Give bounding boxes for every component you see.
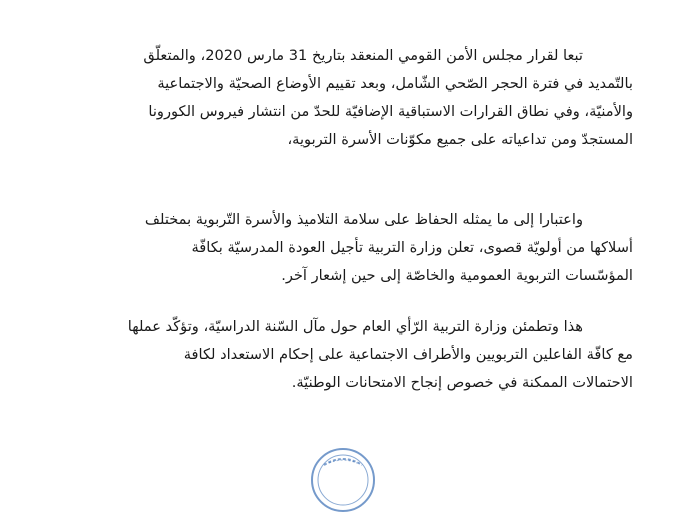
paragraph-2-line-2: أسلاكها من أولويّة قصوى، تعلن وزارة التربية تأجيل العودة المدرسيّة بكافّة	[191, 239, 633, 256]
paragraph-2	[40, 206, 633, 290]
paragraph-1-line-3: والأمنيّة، وفي نطاق القرارات الاستباقية الإضافيّة للحدّ من انتشار فيروس الكورونا	[148, 103, 633, 120]
paragraph-2-line-1: واعتبارا إلى ما يمثله الحفاظ على سلامة التلاميذ والأسرة التّربوية بمختلف	[144, 211, 583, 228]
paragraph-1-line-2: بالتّمديد في فترة الحجر الصّحي الشّامل، وبعد تقييم الأوضاع الصحيّة والاجتماعية	[157, 75, 633, 92]
paragraph-1-line-4: المستجدّ ومن تداعياته على جميع مكوّنات الأسرة التربوية،	[287, 131, 633, 148]
paragraph-3	[40, 313, 633, 397]
paragraph-2-line-3: المؤسّسات التربوية العمومية والخاصّة إلى حين إشعار آخر.	[281, 267, 633, 284]
paragraph-1	[40, 42, 633, 154]
paragraph-3-line-1: هذا وتطمئن وزارة التربية الرّأي العام حول مآل السّنة الدراسيّة، وتؤكّد عملها	[127, 318, 583, 335]
official-stamp-icon	[310, 447, 376, 513]
paragraph-3-line-3: الاحتمالات الممكنة في خصوص إنجاح الامتحانات الوطنيّة.	[291, 374, 633, 391]
paragraph-1-line-1: تبعا لقرار مجلس الأمن القومي المنعقد بتاريخ 31 مارس 2020، والمتعلّق	[143, 47, 583, 64]
paragraph-3-line-2: مع كافّة الفاعلين التربويين والأطراف الاجتماعية على إحكام الاستعداد لكافة	[183, 346, 633, 363]
